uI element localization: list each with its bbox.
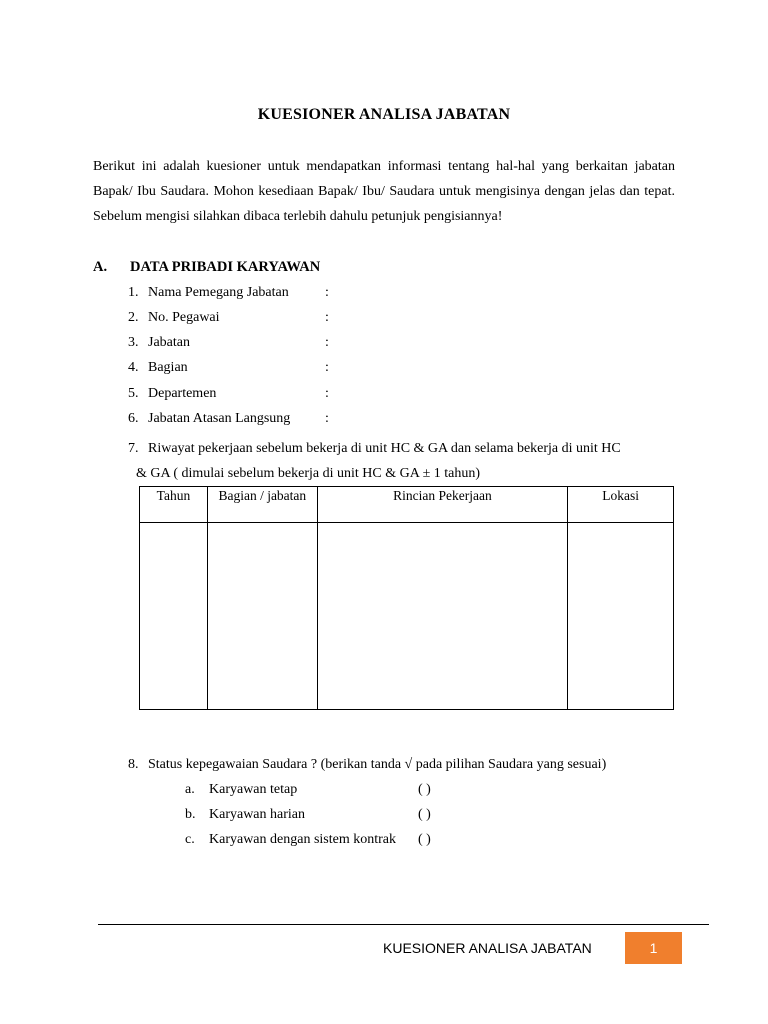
item-number: 7.	[128, 441, 139, 456]
field-label: No. Pegawai	[148, 310, 220, 325]
option-checkbox[interactable]: ( )	[418, 832, 431, 847]
field-colon: :	[325, 285, 329, 300]
field-label: Nama Pemegang Jabatan	[148, 285, 289, 300]
option-letter: b.	[185, 807, 196, 822]
field-colon: :	[325, 386, 329, 401]
column-header-tahun: Tahun	[140, 487, 208, 523]
option-letter: c.	[185, 832, 195, 847]
table-cell-lokasi[interactable]	[568, 523, 674, 710]
field-number: 6.	[128, 411, 139, 426]
item-text-line1: Riwayat pekerjaan sebelum bekerja di unit HC & GA dan selama bekerja di unit HC	[148, 441, 621, 456]
field-colon: :	[325, 360, 329, 375]
option-label: Karyawan tetap	[209, 782, 298, 797]
item-number: 8.	[128, 757, 139, 772]
item-riwayat-pekerjaan	[128, 436, 676, 486]
option-letter: a.	[185, 782, 195, 797]
field-number: 3.	[128, 335, 139, 350]
column-header-bagian-jabatan: Bagian / jabatan	[207, 487, 317, 523]
field-bagian	[128, 360, 329, 376]
field-label: Departemen	[148, 386, 217, 401]
field-no-pegawai	[128, 310, 329, 326]
column-header-lokasi: Lokasi	[568, 487, 674, 523]
field-label: Jabatan Atasan Langsung	[148, 411, 291, 426]
option-karyawan-tetap	[185, 782, 431, 798]
option-checkbox[interactable]: ( )	[418, 807, 431, 822]
section-a-number: A.	[93, 259, 108, 275]
item-status-kepegawaian	[128, 757, 688, 773]
column-header-rincian-pekerjaan: Rincian Pekerjaan	[317, 487, 567, 523]
field-colon: :	[325, 335, 329, 350]
field-departemen	[128, 386, 329, 402]
field-jabatan	[128, 335, 329, 351]
field-nama-pemegang-jabatan	[128, 285, 329, 301]
work-history-table	[139, 486, 674, 710]
option-karyawan-harian	[185, 807, 431, 823]
field-number: 5.	[128, 386, 139, 401]
document-title: KUESIONER ANALISA JABATAN	[257, 106, 511, 123]
field-number: 2.	[128, 310, 139, 325]
table-header-row	[140, 487, 674, 523]
option-karyawan-kontrak	[185, 832, 431, 848]
intro-paragraph: Berikut ini adalah kuesioner untuk mendapatkan informasi tentang hal-hal yang berkaitan jabatan Bapak/ Ibu Saudara. Mohon kesediaan Bapak/ Ibu/ Saudara untuk mengisinya dengan jelas dan tepat. Sebelum mengisi silahkan dibaca terlebih dahulu petunjuk pengisiannya!	[93, 159, 675, 224]
table-cell-bagian-jabatan[interactable]	[207, 523, 317, 710]
table-row	[140, 523, 674, 710]
field-colon: :	[325, 411, 329, 426]
section-a-heading	[93, 259, 675, 276]
item-text-line2: & GA ( dimulai sebelum bekerja di unit HC & GA ± 1 tahun)	[136, 466, 481, 481]
field-jabatan-atasan-langsung	[128, 411, 329, 427]
field-colon: :	[325, 310, 329, 325]
footer-divider	[98, 924, 709, 925]
table-cell-rincian-pekerjaan[interactable]	[317, 523, 567, 710]
item-text: Status kepegawaian Saudara ? (berikan tanda √ pada pilihan Saudara yang sesuai)	[148, 757, 607, 772]
section-a-label: DATA PRIBADI KARYAWAN	[130, 259, 321, 275]
option-label: Karyawan dengan sistem kontrak	[209, 832, 396, 847]
table-cell-tahun[interactable]	[140, 523, 208, 710]
field-label: Bagian	[148, 360, 188, 375]
footer-title: KUESIONER ANALISA JABATAN	[383, 940, 592, 956]
option-label: Karyawan harian	[209, 807, 306, 822]
option-checkbox[interactable]: ( )	[418, 782, 431, 797]
page-number: 1	[625, 932, 682, 964]
field-number: 4.	[128, 360, 139, 375]
field-label: Jabatan	[148, 335, 190, 350]
field-number: 1.	[128, 285, 139, 300]
